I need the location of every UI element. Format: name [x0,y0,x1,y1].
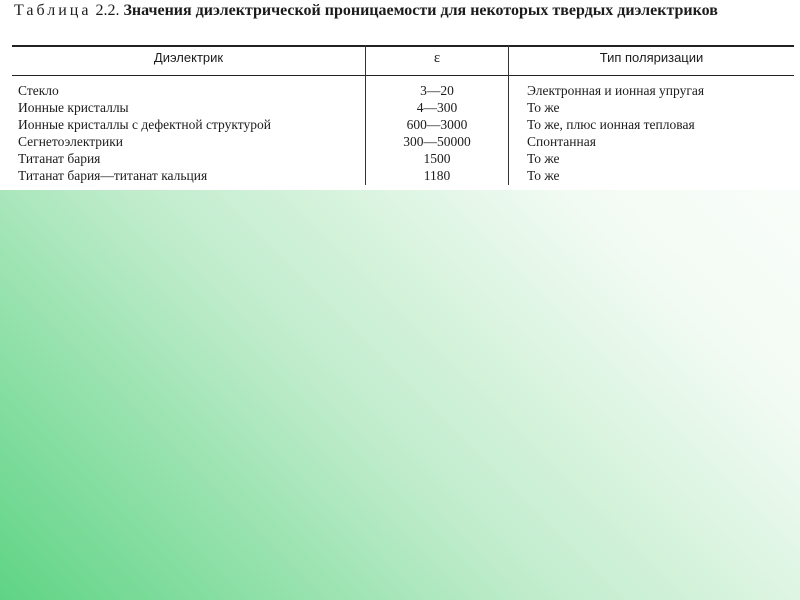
table-row [0,167,800,184]
table-row [0,133,800,150]
cell-polarization: То же [527,100,560,115]
header-dielectric: Диэлектрик [153,50,224,65]
cell-epsilon: 1180 [423,168,451,183]
table-body [0,82,800,184]
cell-dielectric: Ионные кристаллы [18,100,129,115]
header-epsilon: ε [433,50,441,66]
caption-number: 2.2. [95,2,120,19]
cell-polarization: То же [527,168,560,183]
cell-dielectric: Титанат бария [18,151,101,166]
cell-polarization: То же, плюс ионная тепловая [527,117,695,132]
cell-epsilon: 3—20 [420,83,454,98]
cell-epsilon: 600—3000 [406,117,468,132]
table-caption [14,1,784,21]
cell-dielectric: Ионные кристаллы с дефектной структурой [18,117,271,132]
cell-dielectric: Сегнетоэлектрики [18,134,124,149]
cell-polarization: Спонтанная [527,134,596,149]
caption-title: Значения диэлектрической проницаемости для некоторых твердых диэлектриков [123,2,718,19]
table-top-rule [12,45,794,47]
cell-epsilon: 300—50000 [403,134,471,149]
header-polarization: Тип поляризации [599,50,704,65]
cell-polarization: Электронная и ионная упругая [527,83,705,98]
table-row [0,99,800,116]
cell-dielectric: Стекло [18,83,59,98]
caption-label: Таблица [14,2,92,19]
table-header-rule [12,75,794,76]
table-row [0,116,800,133]
cell-dielectric: Титанат бария—титанат кальция [18,168,208,183]
table-scan [0,0,800,190]
cell-polarization: То же [527,151,560,166]
cell-epsilon: 4—300 [416,100,458,115]
cell-epsilon: 1500 [423,151,451,166]
table-row [0,82,800,99]
table-row [0,150,800,167]
